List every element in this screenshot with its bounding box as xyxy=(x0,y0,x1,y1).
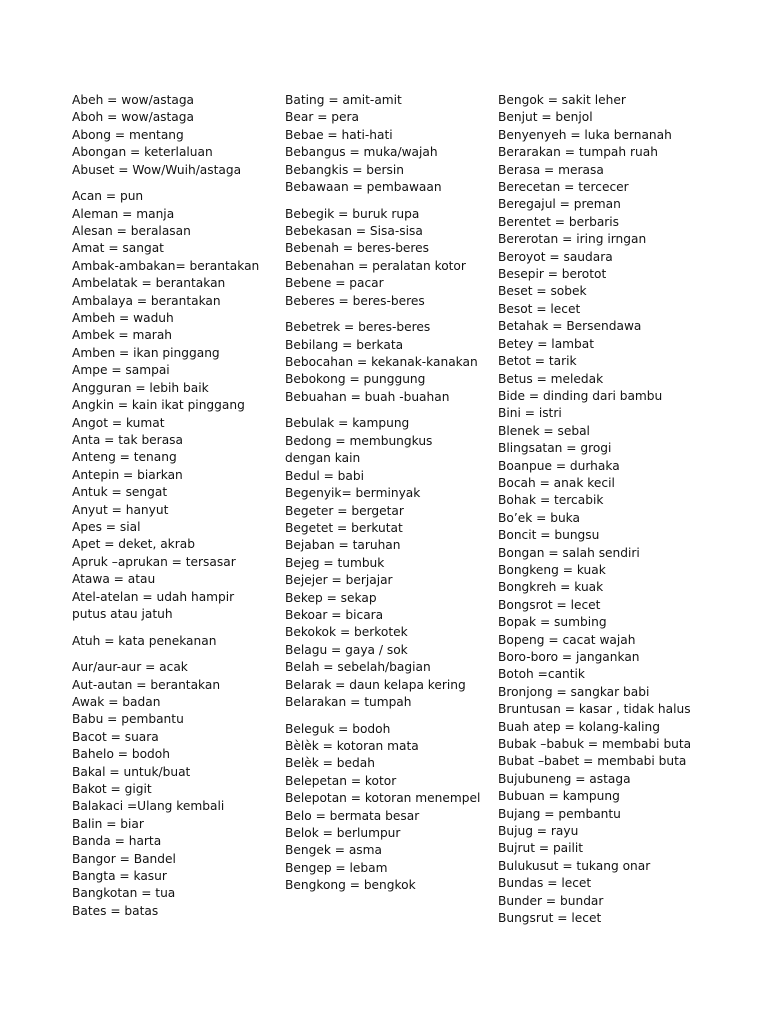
dictionary-entry: Bejaban = taruhan xyxy=(285,538,401,553)
dictionary-entry: Belarak = daun kelapa kering xyxy=(285,677,466,692)
dictionary-entry: Bebenah = beres-beres xyxy=(285,241,430,256)
dictionary-entry: Beleguk = bodoh xyxy=(285,721,391,736)
dictionary-entry: Bèlèk = kotoran mata xyxy=(285,738,419,753)
dictionary-entry: Ambak-ambakan= berantakan xyxy=(72,258,260,273)
column-2 xyxy=(285,92,481,904)
dictionary-entry: Bungsrut = lecet xyxy=(498,911,602,926)
dictionary-entry: Bubuan = kampung xyxy=(498,789,620,804)
dictionary-entry: Bengok = sakit leher xyxy=(498,93,626,107)
entry-group xyxy=(285,206,481,310)
dictionary-entry: Bebegik = buruk rupa xyxy=(285,206,420,221)
dictionary-entry: Belarakan = tumpah xyxy=(285,694,412,709)
dictionary-entry: Alesan = beralasan xyxy=(72,224,191,239)
entry-group xyxy=(285,415,481,711)
dictionary-entry: Bekoar = bicara xyxy=(285,607,384,622)
dictionary-entry: Banda = harta xyxy=(72,834,162,849)
dictionary-entry: Besepir = berotot xyxy=(498,267,607,282)
dictionary-entry: Bangta = kasur xyxy=(72,869,167,884)
dictionary-entry: Betus = meledak xyxy=(498,371,604,386)
dictionary-entry: Bujug = rayu xyxy=(498,824,579,839)
dictionary-entry: Beregajul = preman xyxy=(498,197,621,212)
dictionary-entry: Bide = dinding dari bambu xyxy=(498,388,663,403)
dictionary-entry: Bacot = suara xyxy=(72,729,159,744)
dictionary-entry: Balakaci =Ulang kembali xyxy=(72,799,225,814)
dictionary-entry: Bebekasan = Sisa-sisa xyxy=(285,224,423,239)
dictionary-entry: Begetet = berkutat xyxy=(285,520,403,535)
dictionary-entry: Bujang = pembantu xyxy=(498,806,621,821)
entry-group xyxy=(285,721,481,895)
entry-group xyxy=(285,319,481,406)
dictionary-entry: Bates = batas xyxy=(72,903,159,918)
entry-group xyxy=(72,92,268,179)
dictionary-entry: Berarakan = tumpah ruah xyxy=(498,145,658,160)
dictionary-entry: Ambelatak = berantakan xyxy=(72,276,226,291)
dictionary-entry: Abong = mentang xyxy=(72,127,184,142)
dictionary-entry: Bongsrot = lecet xyxy=(498,597,601,612)
dictionary-entry: Apet = deket, akrab xyxy=(72,537,195,552)
dictionary-entry: Bakot = gigit xyxy=(72,782,152,796)
dictionary-entry: Ambalaya = berantakan xyxy=(72,293,221,308)
dictionary-entry: Belepetan = kotor xyxy=(285,773,397,788)
dictionary-entry: Babu = pembantu xyxy=(72,712,184,727)
dictionary-entry: Bopeng = cacat wajah xyxy=(498,632,636,647)
dictionary-entry: Angkin = kain ikat pinggang xyxy=(72,398,245,413)
dictionary-entry: Bangkotan = tua xyxy=(72,886,176,901)
dictionary-entry: Boncit = bungsu xyxy=(498,528,600,543)
dictionary-entry: Bekep = sekap xyxy=(285,590,377,605)
dictionary-entry: Amben = ikan pinggang xyxy=(72,345,220,360)
dictionary-entry: Bohak = tercabik xyxy=(498,493,604,508)
dictionary-entry: Bengek = asma xyxy=(285,843,382,858)
dictionary-entry: Bebene = pacar xyxy=(285,276,384,291)
dictionary-entry: Aur/aur-aur = acak xyxy=(72,660,188,675)
dictionary-entry: Abongan = keterlaluan xyxy=(72,145,213,160)
dictionary-entry: Bongan = salah sendiri xyxy=(498,545,640,560)
dictionary-entry: Benyenyeh = luka bernanah xyxy=(498,127,672,142)
dictionary-entry: Bebenahan = peralatan kotor xyxy=(285,258,466,273)
dictionary-entry: Belok = berlumpur xyxy=(285,826,401,840)
dictionary-entry: Atuh = kata penekanan xyxy=(72,633,217,648)
entry-group xyxy=(498,92,698,928)
dictionary-entry: Bating = amit-amit xyxy=(285,93,402,107)
dictionary-entry: Berecetan = tercecer xyxy=(498,180,629,195)
dictionary-entry: Begeter = bergetar xyxy=(285,503,404,518)
dictionary-entry: Bulukusut = tukang onar xyxy=(498,858,651,873)
dictionary-entry: Anteng = tenang xyxy=(72,450,177,465)
dictionary-entry: Berasa = merasa xyxy=(498,162,604,177)
dictionary-entry: Bronjong = sangkar babi xyxy=(498,684,650,699)
dictionary-entry: Bopak = sumbing xyxy=(498,615,607,630)
dictionary-entry: Bunder = bundar xyxy=(498,893,604,908)
dictionary-entry: Bocah = anak kecil xyxy=(498,475,615,490)
dictionary-entry: Abeh = wow/astaga xyxy=(72,93,195,107)
entry-group xyxy=(72,633,268,650)
dictionary-entry: Ambeh = waduh xyxy=(72,311,174,326)
dictionary-entry: Antepin = biarkan xyxy=(72,467,183,482)
dictionary-entry: Benjut = benjol xyxy=(498,110,593,125)
dictionary-entry: Angguran = lebih baik xyxy=(72,380,209,395)
dictionary-entry: Bongkeng = kuak xyxy=(498,562,606,577)
dictionary-entry: Betey = lambat xyxy=(498,336,595,351)
dictionary-entry: Betahak = Bersendawa xyxy=(498,319,642,334)
dictionary-entry: Balin = biar xyxy=(72,816,144,831)
dictionary-entry: Belo = bermata besar xyxy=(285,808,420,823)
dictionary-entry: Bedong = membungkus dengan kain xyxy=(285,433,433,466)
dictionary-entry: Bubat –babet = membabi buta xyxy=(498,754,687,769)
dictionary-entry: Acan = pun xyxy=(72,189,144,204)
dictionary-entry: Bebangus = muka/wajah xyxy=(285,145,438,160)
dictionary-entry: Blenek = sebal xyxy=(498,423,590,438)
dictionary-entry: Boro-boro = jangankan xyxy=(498,650,640,664)
dictionary-entry: Bebangkis = bersin xyxy=(285,162,404,177)
entry-group xyxy=(72,188,268,623)
dictionary-entry: Bebuahan = buah -buahan xyxy=(285,389,450,404)
dictionary-entry: Atawa = atau xyxy=(72,572,156,587)
dictionary-entry: Bebae = hati-hati xyxy=(285,127,393,142)
dictionary-entry: Begenyik= berminyak xyxy=(285,486,421,501)
dictionary-entry: Belah = sebelah/bagian xyxy=(285,660,431,675)
dictionary-entry: Beroyot = saudara xyxy=(498,249,613,264)
dictionary-entry: Blingsatan = grogi xyxy=(498,441,612,456)
dictionary-entry: Belepotan = kotoran menempel xyxy=(285,791,481,806)
dictionary-entry: Amat = sangat xyxy=(72,241,164,256)
dictionary-entry: Bebokong = punggung xyxy=(285,372,426,387)
dictionary-entry: Aleman = manja xyxy=(72,206,175,221)
dictionary-entry: Bongkreh = kuak xyxy=(498,580,604,595)
dictionary-entry: Bujubuneng = astaga xyxy=(498,771,631,786)
dictionary-entry: Bebawaan = pembawaan xyxy=(285,180,442,195)
dictionary-entry: Beset = sobek xyxy=(498,284,587,299)
dictionary-entry: Berentet = berbaris xyxy=(498,214,620,229)
dictionary-entry: Bear = pera xyxy=(285,110,360,125)
dictionary-entry: Bo’ek = buka xyxy=(498,510,580,525)
dictionary-entry: Apruk –aprukan = tersasar xyxy=(72,554,236,569)
dictionary-entry: Antuk = sengat xyxy=(72,485,168,500)
dictionary-entry: Bejeg = tumbuk xyxy=(285,555,385,570)
dictionary-entry: Aboh = wow/astaga xyxy=(72,110,194,125)
dictionary-entry: Bebetrek = beres-beres xyxy=(285,320,431,335)
dictionary-entry: Anta = tak berasa xyxy=(72,432,183,447)
dictionary-entry: Awak = badan xyxy=(72,694,161,709)
dictionary-entry: Bini = istri xyxy=(498,406,562,421)
dictionary-entry: Beberes = beres-beres xyxy=(285,293,425,308)
dictionary-entry: Betot = tarik xyxy=(498,354,577,369)
dictionary-entry: Bujrut = pailit xyxy=(498,841,584,856)
dictionary-entry: Bruntusan = kasar , tidak halus xyxy=(498,702,691,717)
dictionary-entry: Belèk = bedah xyxy=(285,756,375,771)
column-1 xyxy=(72,92,268,929)
dictionary-entry: Aut-autan = berantakan xyxy=(72,677,221,692)
dictionary-entry: Bundas = lecet xyxy=(498,876,592,891)
dictionary-entry: Boanpue = durhaka xyxy=(498,458,620,473)
dictionary-entry: Bakal = untuk/buat xyxy=(72,764,191,779)
dictionary-entry: Bengep = lebam xyxy=(285,860,388,875)
dictionary-entry: Besot = lecet xyxy=(498,301,581,316)
dictionary-entry: Bengkong = bengkok xyxy=(285,878,416,893)
dictionary-entry: Bedul = babi xyxy=(285,468,364,483)
dictionary-entry: Bubak –babuk = membabi buta xyxy=(498,737,692,752)
dictionary-entry: Belagu = gaya / sok xyxy=(285,642,408,657)
dictionary-entry: Buah atep = kolang-kaling xyxy=(498,719,660,734)
entry-group xyxy=(72,659,268,920)
dictionary-entry: Bejejer = berjajar xyxy=(285,573,393,588)
dictionary-entry: Bangor = Bandel xyxy=(72,851,176,866)
dictionary-entry: Bebocahan = kekanak-kanakan xyxy=(285,355,478,370)
dictionary-entry: Bebilang = berkata xyxy=(285,337,404,352)
dictionary-entry: Bekokok = berkotek xyxy=(285,625,408,640)
dictionary-entry: Bahelo = bodoh xyxy=(72,747,170,762)
dictionary-entry: Anyut = hanyut xyxy=(72,502,169,517)
dictionary-entry: Abuset = Wow/Wuih/astaga xyxy=(72,162,242,177)
dictionary-entry: Angot = kumat xyxy=(72,415,165,430)
entry-group xyxy=(285,92,481,196)
dictionary-entry: Atel-atelan = udah hampir putus atau jatuh xyxy=(72,589,235,621)
dictionary-entry: Bererotan = iring irngan xyxy=(498,232,647,247)
dictionary-entry: Ampe = sampai xyxy=(72,363,170,378)
column-3 xyxy=(498,92,698,937)
dictionary-entry: Bebulak = kampung xyxy=(285,416,410,431)
dictionary-entry: Ambek = marah xyxy=(72,328,173,343)
dictionary-entry: Apes = sial xyxy=(72,519,141,534)
dictionary-entry: Botoh =cantik xyxy=(498,667,585,682)
